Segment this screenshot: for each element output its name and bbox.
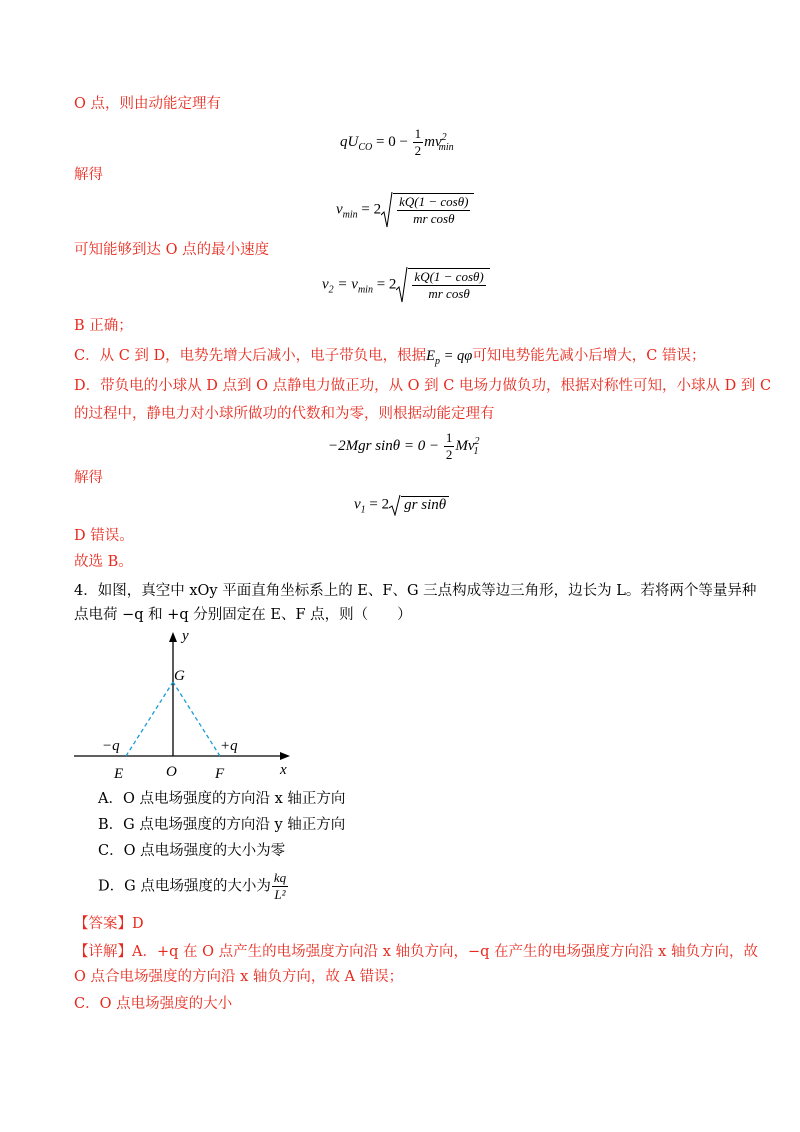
label-O: O (166, 764, 177, 780)
answer-label: 【答案】D (74, 916, 144, 932)
text-line-9: D 错误。 (74, 528, 134, 544)
option-c: C．O 点电场强度的大小为零 (98, 843, 286, 859)
option-b: B．G 点电场强度的方向沿 y 轴正方向 (98, 817, 346, 833)
text-line-3: 可知能够到达 O 点的最小速度 (74, 242, 270, 258)
text-line-8: 解得 (74, 470, 103, 486)
text-line-2: 解得 (74, 167, 103, 183)
text-line-4: B 正确； (74, 318, 133, 334)
text-line-5: C．从 C 到 D，电势先增大后减小，电子带负电，根据$E_p = q\varphi$可知电势能先减小后增大，C 错误； (74, 348, 706, 367)
coordinate-diagram (70, 622, 310, 782)
question-line-1: 4．如图，真空中 xOy 平面直角坐标系上的 E、F、G 三点构成等边三角形，边长为 L。若将两个等量异种 (74, 583, 757, 599)
option-d: D．G 点电场强度的大小为 $\frac{kq}{\text{L²}}$ (98, 870, 287, 902)
formula-v1: $v_1 = 2$ gr sinθ (354, 496, 449, 515)
label-pos-q: +q (220, 738, 238, 754)
answer-detail-1: 【详解】A．+q 在 O 点产生的电场强度方向沿 x 轴负方向，−q 在产生的电场强度方向沿 x 轴负方向，故 (74, 944, 758, 960)
label-F: F (215, 766, 225, 782)
option-a: A．O 点电场强度的方向沿 x 轴正方向 (98, 791, 346, 807)
label-G: G (174, 668, 185, 684)
text-line-6: D．带负电的小球从 D 点到 O 点静电力做正功，从 O 到 C 电场力做负功，根据对称性可知，小球从 D 到 C (74, 378, 772, 394)
text-line-10: 故选 B。 (74, 554, 133, 570)
answer-detail-3: C．O 点电场强度的大小 (74, 996, 233, 1012)
label-neg-q: −q (102, 738, 120, 754)
x-axis-arrow (280, 752, 290, 760)
dashed-side-FG (173, 682, 220, 756)
y-axis-arrow (169, 632, 177, 642)
text-line-7: 的过程中，静电力对小球所做功的代数和为零，则根据动能定理有 (74, 406, 495, 422)
formula-kinetic-energy: $qU_{CO} = 0$ − $\frac{1}{2}$ $mv^2_{min}$ (340, 126, 454, 158)
text-line-1: O 点，则由动能定理有 (74, 96, 221, 112)
label-x: x (280, 762, 287, 778)
formula-vmin: $v_{min} = 2$ $\frac{kQ(1 - \cos\theta)}{\text{mr cosθ}}$ (336, 193, 474, 227)
formula-v2: $v_2 = v_{min} = 2$ $\frac{kQ(1 - \cos\theta)}{\text{mr cosθ}}$ (322, 268, 490, 302)
question-line-2: 点电荷 −q 和 +q 分别固定在 E、F 点，则（ ） (74, 607, 412, 623)
label-E: E (114, 766, 124, 782)
label-y: y (182, 628, 189, 644)
dashed-side-EG (126, 682, 173, 756)
answer-detail-2: O 点合电场强度的方向沿 x 轴负方向，故 A 错误； (74, 969, 404, 985)
formula-work-energy: −2Mgr sinθ = 0 − $\frac{1}{2}$ $Mv^2_1$ (328, 430, 480, 462)
